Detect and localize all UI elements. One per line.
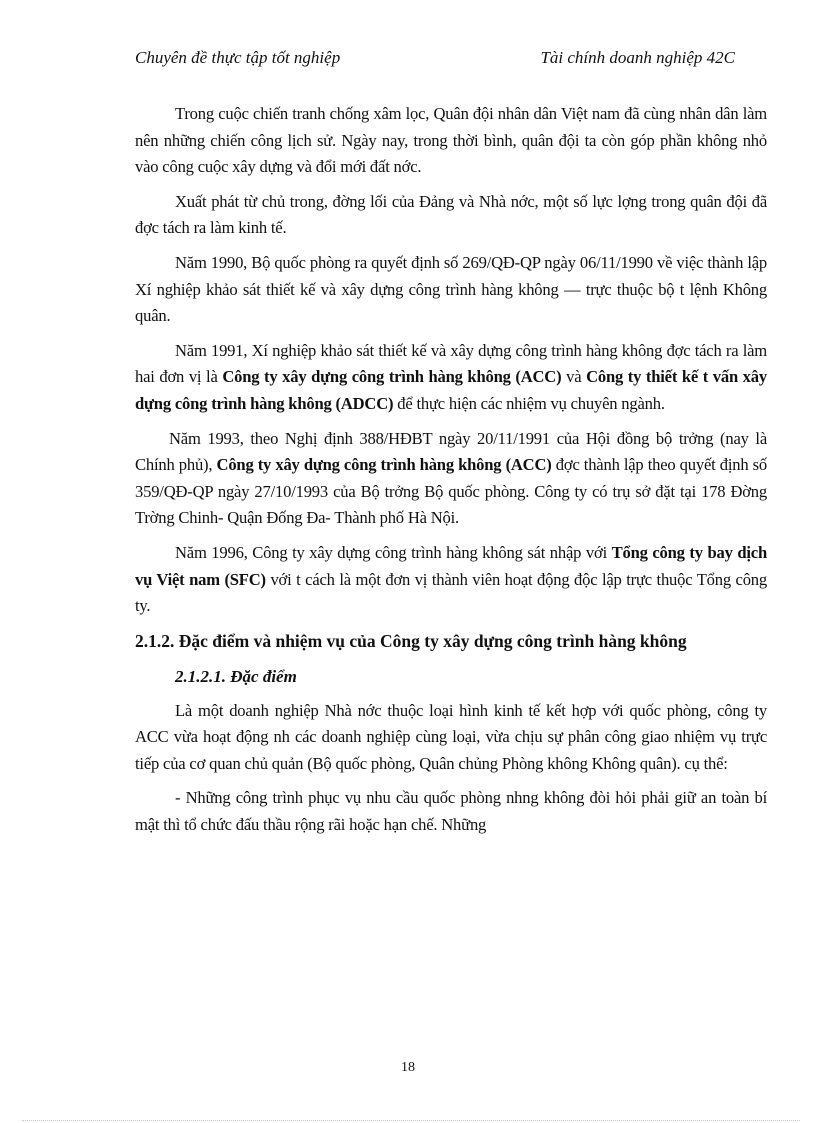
- paragraph-8: - Những công trình phục vụ nhu cầu quốc phòng nhng không đòi hỏi phải giữ an toàn bí mật thì tổ chức đấu thầu rộng rãi hoặc hạn chế. Những: [135, 788, 767, 835]
- paragraph-7: Là một doanh nghiệp Nhà nớc thuộc loại hình kinh tế kết hợp với quốc phòng, công ty ACC vừa hoạt động nh các doanh nghiệp cùng loại, vừa chịu sự phân công giao nhiệm vụ trực tiếp của cơ quan chủ quản (Bộ quốc phòng, Quân chủng Phòng không Không quân). cụ thể:: [135, 700, 767, 773]
- page-boundary-divider: [22, 1120, 800, 1121]
- company-name-adcc: Công ty thiết kế t vấn xây dựng công trình hàng không (ADCC): [135, 367, 767, 413]
- page-header: [135, 48, 735, 72]
- subsection-heading: 2.1.2.1. Đặc điểm: [175, 666, 297, 686]
- paragraph-5-text: Năm 1993, theo Nghị định 388/HĐBT ngày 20/11/1991 của Hội đồng bộ trởng (nay là Chính phủ),: [135, 428, 767, 475]
- paragraph-6-text: với t cách là một đơn vị thành viên hoạt động độc lập trực thuộc Tổng công ty.: [135, 569, 768, 616]
- company-name-acc: Công ty xây dựng công trình hàng không (ACC): [216, 455, 552, 475]
- header-course-name: Tài chính doanh nghiệp 42C: [540, 48, 735, 67]
- section-heading: 2.1.2. Đặc điểm và nhiệm vụ của Công ty xây dựng công trình hàng không: [135, 630, 687, 651]
- paragraph-4-text: để thực hiện các nhiệm vụ chuyên ngành.: [393, 393, 665, 413]
- document-body: [135, 101, 767, 839]
- paragraph-4: [135, 338, 767, 418]
- paragraph-4-text: Năm 1991, Xí nghiệp khảo sát thiết kế và xây dựng công trình hàng không đợc tách ra làm hai đơn vị là: [135, 340, 767, 387]
- paragraph-4-text: và: [561, 367, 587, 387]
- paragraph-6-text: Năm 1996, Công ty xây dựng công trình hàng không sát nhập với: [175, 542, 612, 562]
- paragraph-2: Xuất phát từ chủ trong, đờng lối của Đảng và Nhà nớc, một số lực lợng trong quân đội đã đợc tách ra làm kinh tế.: [135, 191, 767, 238]
- paragraph-3: Năm 1990, Bộ quốc phòng ra quyết định số 269/QĐ-QP ngày 06/11/1990 về việc thành lập Xí nghiệp khảo sát thiết kế và xây dựng công trình hàng không — trực thuộc bộ t lệnh Không quân.: [135, 252, 767, 326]
- paragraph-6: [135, 540, 767, 620]
- page-number: 18: [401, 1060, 415, 1075]
- paragraph-1: Trong cuộc chiến tranh chống xâm lọc, Quân đội nhân dân Việt nam đã cùng nhân dân làm nên những chiến công lịch sử. Ngày nay, trong thời bình, quân đội ta còn góp phần không nhỏ vào công cuộc xây dựng và đổi mới đất nớc.: [135, 104, 767, 177]
- company-name-sfc: Tổng công ty bay dịch vụ Việt nam (SFC): [135, 542, 767, 589]
- company-name-acc: Công ty xây dựng công trình hàng không (ACC): [222, 367, 562, 387]
- paragraph-5-text: đợc thành lập theo quyết định số 359/QĐ-QP ngày 27/10/1993 của Bộ trởng Bộ quốc phòng. Công ty có trụ sở đặt tại 178 Đờng Trờng Chinh- Quận Đống Đa- Thành phố Hà Nội.: [135, 455, 767, 528]
- header-document-title: Chuyên đề thực tập tốt nghiệp: [135, 48, 341, 67]
- paragraph-5: [135, 426, 767, 532]
